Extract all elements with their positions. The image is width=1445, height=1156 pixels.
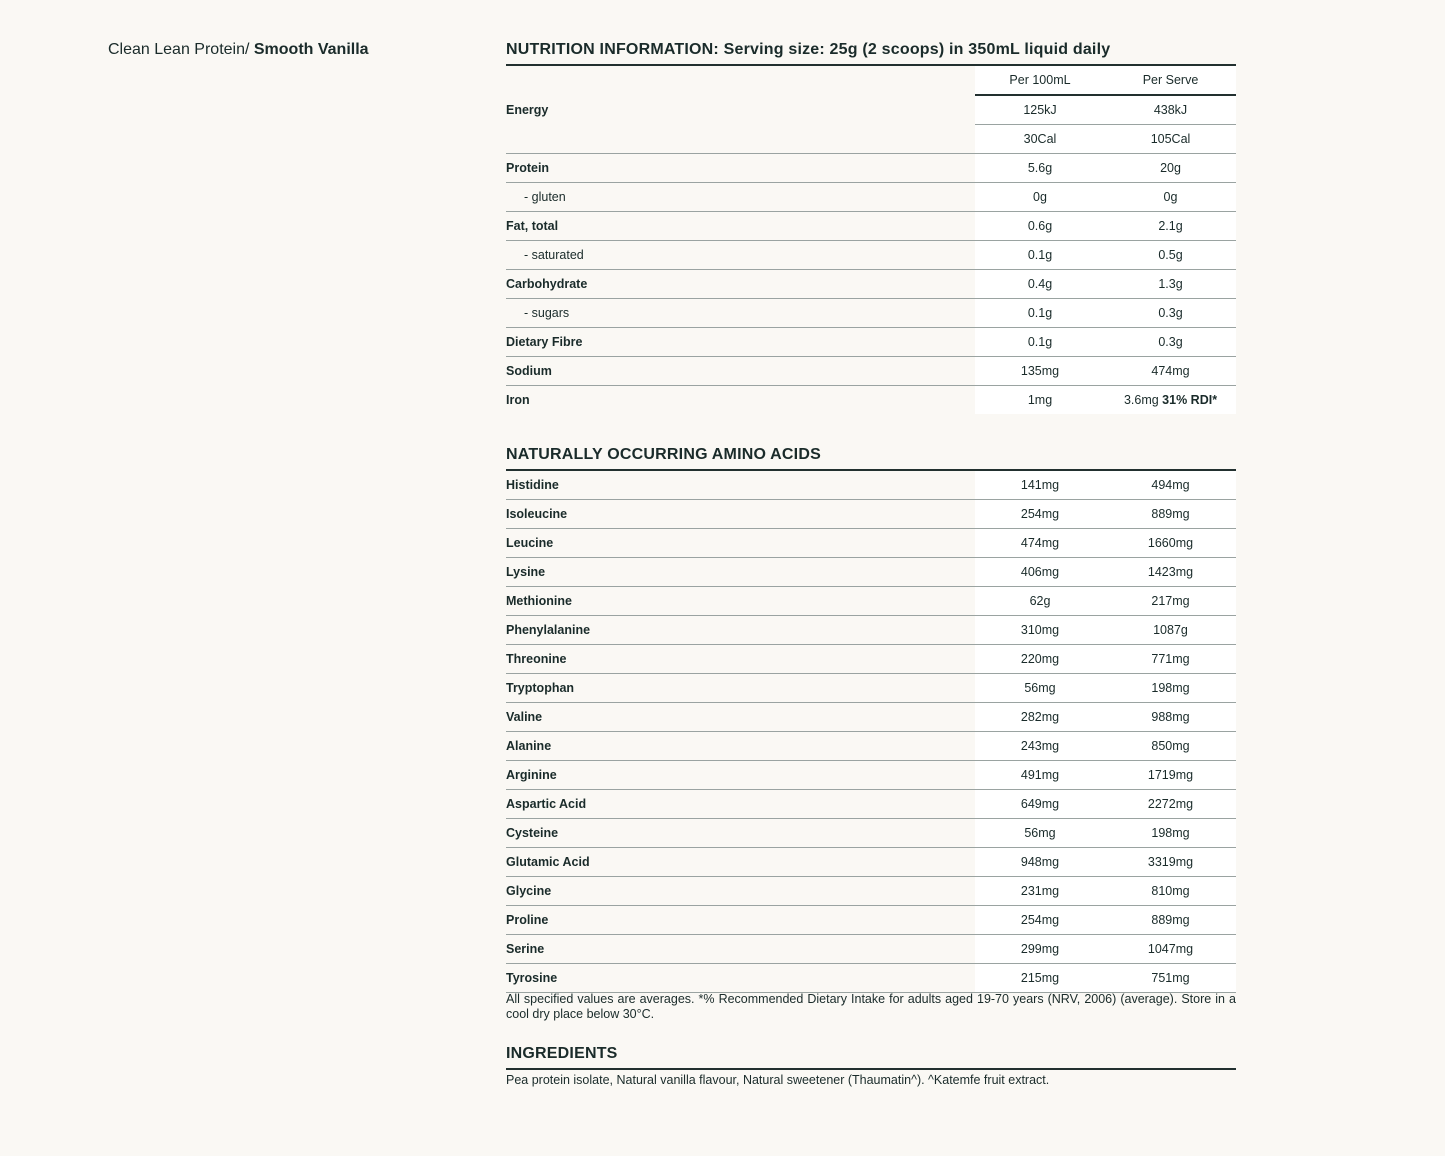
ingredients-text: Pea protein isolate, Natural vanilla flavour, Natural sweetener (Thaumatin^). ^Katemfe fruit extract.	[506, 1073, 1050, 1087]
value-per-serve: 217mg	[1105, 587, 1236, 616]
value-per-serve: 2272mg	[1105, 790, 1236, 819]
row-label: Serine	[506, 935, 975, 964]
amino-row	[506, 645, 1236, 674]
row-label: - gluten	[506, 183, 975, 212]
product-title	[108, 40, 369, 60]
amino-row	[506, 906, 1236, 935]
value-per-100ml: 0g	[975, 183, 1105, 212]
value-per-serve: 198mg	[1105, 674, 1236, 703]
amino-row	[506, 587, 1236, 616]
row-label: Phenylalanine	[506, 616, 975, 645]
row-label: Tryptophan	[506, 674, 975, 703]
amino-row	[506, 877, 1236, 906]
nutrition-row	[506, 154, 1236, 183]
amino-row	[506, 529, 1236, 558]
value-per-100ml: 30Cal	[975, 125, 1105, 154]
value-per-serve: 850mg	[1105, 732, 1236, 761]
row-label: Energy	[506, 102, 549, 117]
row-label	[506, 125, 975, 154]
row-label: Lysine	[506, 558, 975, 587]
row-label: Dietary Fibre	[506, 328, 975, 357]
value-per-serve: 889mg	[1105, 906, 1236, 935]
row-label: Iron	[506, 393, 530, 407]
value-per-100ml: 125kJ	[975, 95, 1105, 125]
ingredients-panel	[506, 1044, 1236, 1070]
amino-row	[506, 558, 1236, 587]
row-label: Isoleucine	[506, 500, 975, 529]
value-per-serve: 20g	[1105, 154, 1236, 183]
value-per-serve: 0.5g	[1105, 241, 1236, 270]
value-per-100ml: 0.1g	[975, 241, 1105, 270]
column-header-per-serve: Per Serve	[1105, 66, 1236, 95]
nutrition-row	[506, 125, 1236, 154]
amino-heading: NATURALLY OCCURRING AMINO ACIDS	[506, 445, 1236, 471]
value-per-serve: 810mg	[1105, 877, 1236, 906]
nutrition-row	[506, 241, 1236, 270]
value-per-100ml: 62g	[975, 587, 1105, 616]
value-per-serve: 1423mg	[1105, 558, 1236, 587]
value-per-100ml: 254mg	[975, 906, 1105, 935]
value-per-100ml: 406mg	[975, 558, 1105, 587]
amino-panel	[506, 445, 1236, 993]
nutrition-table	[506, 66, 1236, 414]
value-per-serve: 105Cal	[1105, 125, 1236, 154]
row-label: - sugars	[506, 299, 975, 328]
value-per-serve: 1.3g	[1105, 270, 1236, 299]
row-label: Glutamic Acid	[506, 848, 975, 877]
amino-row	[506, 471, 1236, 500]
value-per-serve: 0.3g	[1105, 299, 1236, 328]
row-label: Tyrosine	[506, 964, 975, 993]
value-per-serve	[1105, 386, 1236, 415]
value-per-serve-amount: 3.6mg	[1123, 393, 1159, 407]
value-per-serve: 988mg	[1105, 703, 1236, 732]
row-label: Threonine	[506, 645, 975, 674]
value-per-100ml: 474mg	[975, 529, 1105, 558]
amino-row	[506, 732, 1236, 761]
value-per-100ml: 135mg	[975, 357, 1105, 386]
value-per-100ml: 231mg	[975, 877, 1105, 906]
amino-row	[506, 935, 1236, 964]
row-label: Methionine	[506, 587, 975, 616]
row-label: Glycine	[506, 877, 975, 906]
value-per-serve: 1087g	[1105, 616, 1236, 645]
row-label: Proline	[506, 906, 975, 935]
row-label: Fat, total	[506, 212, 975, 241]
ingredients-heading: INGREDIENTS	[506, 1044, 1236, 1070]
nutrition-row	[506, 183, 1236, 212]
nutrition-panel	[506, 40, 1236, 414]
value-per-100ml: 491mg	[975, 761, 1105, 790]
amino-row	[506, 790, 1236, 819]
value-per-serve: 3319mg	[1105, 848, 1236, 877]
value-per-100ml: 299mg	[975, 935, 1105, 964]
value-per-100ml: 141mg	[975, 471, 1105, 500]
value-per-100ml: 282mg	[975, 703, 1105, 732]
value-per-serve: 751mg	[1105, 964, 1236, 993]
value-per-serve: 0g	[1105, 183, 1236, 212]
row-label: Carbohydrate	[506, 270, 975, 299]
value-per-100ml: 220mg	[975, 645, 1105, 674]
rdi-percentage: 31% RDI*	[1162, 393, 1218, 407]
amino-row	[506, 616, 1236, 645]
row-label: Aspartic Acid	[506, 790, 975, 819]
row-label: Arginine	[506, 761, 975, 790]
amino-row	[506, 964, 1236, 993]
amino-row	[506, 500, 1236, 529]
nutrition-row	[506, 212, 1236, 241]
value-per-100ml: 56mg	[975, 674, 1105, 703]
value-per-serve: 438kJ	[1105, 95, 1236, 125]
value-per-serve: 494mg	[1105, 471, 1236, 500]
footnote: All specified values are averages. *% Recommended Dietary Intake for adults aged 19-70 years (NRV, 2006) (average). Store in a cool dry place below 30°C.	[506, 992, 1236, 1021]
value-per-100ml: 215mg	[975, 964, 1105, 993]
value-per-100ml: 0.1g	[975, 299, 1105, 328]
value-per-serve: 0.3g	[1105, 328, 1236, 357]
value-per-serve: 198mg	[1105, 819, 1236, 848]
amino-table	[506, 471, 1236, 993]
value-per-100ml: 310mg	[975, 616, 1105, 645]
amino-row	[506, 819, 1236, 848]
value-per-100ml: 243mg	[975, 732, 1105, 761]
nutrition-heading: NUTRITION INFORMATION: Serving size: 25g (2 scoops) in 350mL liquid daily	[506, 40, 1236, 66]
row-label: Leucine	[506, 529, 975, 558]
nutrition-row	[506, 386, 1236, 415]
value-per-serve: 889mg	[1105, 500, 1236, 529]
amino-row	[506, 848, 1236, 877]
column-header-per-100ml: Per 100mL	[975, 66, 1105, 95]
nutrition-row	[506, 299, 1236, 328]
value-per-100ml: 254mg	[975, 500, 1105, 529]
value-per-serve: 771mg	[1105, 645, 1236, 674]
value-per-100ml: 5.6g	[975, 154, 1105, 183]
value-per-100ml: 649mg	[975, 790, 1105, 819]
value-per-serve: 1660mg	[1105, 529, 1236, 558]
product-line: Clean Lean Protein/	[108, 41, 254, 58]
row-label: Alanine	[506, 732, 975, 761]
product-flavour: Smooth Vanilla	[253, 41, 369, 58]
nutrition-row	[506, 328, 1236, 357]
row-label: - saturated	[506, 241, 975, 270]
value-per-100ml: 0.6g	[975, 212, 1105, 241]
value-per-serve: 2.1g	[1105, 212, 1236, 241]
nutrition-row	[506, 95, 1236, 125]
value-per-100ml: 1mg	[975, 386, 1105, 415]
row-label: Cysteine	[506, 819, 975, 848]
amino-row	[506, 674, 1236, 703]
value-per-serve: 1719mg	[1105, 761, 1236, 790]
value-per-serve: 1047mg	[1105, 935, 1236, 964]
amino-row	[506, 761, 1236, 790]
row-label: Valine	[506, 703, 975, 732]
value-per-serve: 474mg	[1105, 357, 1236, 386]
value-per-100ml: 948mg	[975, 848, 1105, 877]
value-per-100ml: 0.4g	[975, 270, 1105, 299]
nutrition-header-row	[506, 66, 1236, 95]
row-label: Sodium	[506, 357, 975, 386]
value-per-100ml: 0.1g	[975, 328, 1105, 357]
row-label: Protein	[506, 154, 975, 183]
value-per-100ml: 56mg	[975, 819, 1105, 848]
header-spacer	[506, 66, 975, 95]
row-label: Histidine	[506, 471, 975, 500]
amino-row	[506, 703, 1236, 732]
nutrition-row	[506, 357, 1236, 386]
nutrition-row	[506, 270, 1236, 299]
